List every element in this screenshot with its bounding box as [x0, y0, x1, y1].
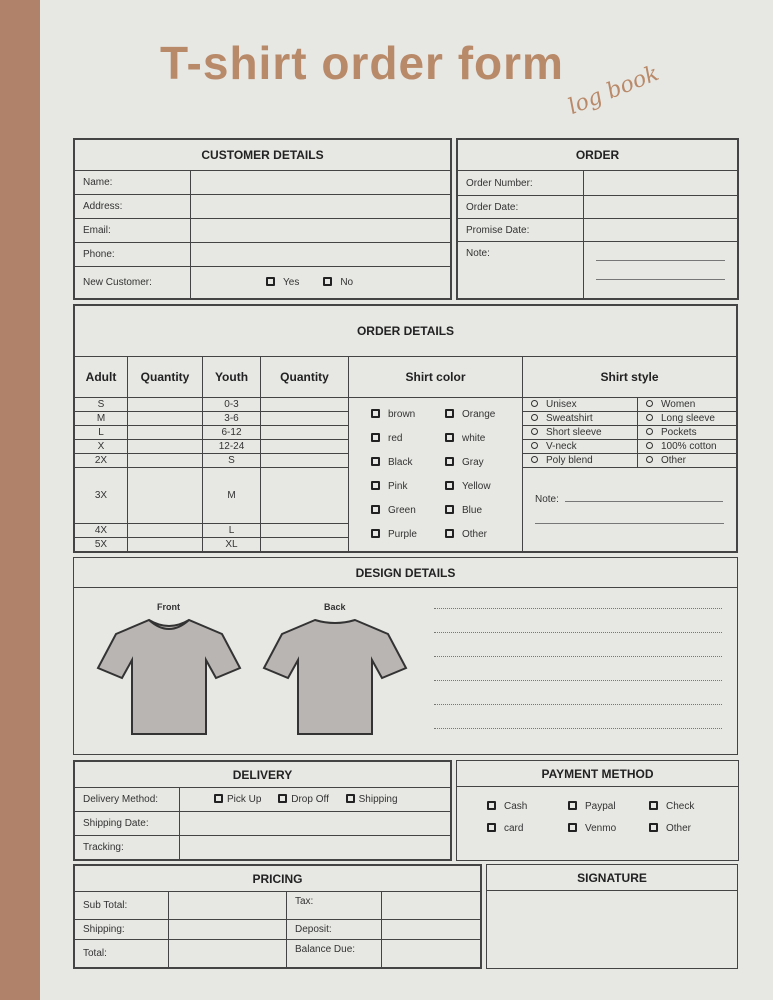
tshirt-back-icon: [260, 616, 410, 738]
radio-icon: [646, 428, 653, 435]
design-header: DESIGN DETAILS: [74, 558, 737, 588]
payment-option[interactable]: [487, 823, 568, 834]
style-label: 100% cotton: [661, 440, 717, 452]
style-option[interactable]: [523, 453, 638, 467]
payment-option[interactable]: [568, 801, 649, 812]
style-label: Other: [661, 454, 687, 466]
checkbox-icon: [214, 794, 223, 803]
payment-label: card: [504, 823, 524, 834]
col-youth: Youth: [203, 357, 261, 397]
checkbox-icon: [278, 794, 287, 803]
style-note[interactable]: [523, 467, 737, 551]
name-field[interactable]: [191, 171, 451, 195]
color-option[interactable]: [445, 481, 515, 492]
subtotal-field[interactable]: [169, 892, 287, 920]
page-title: T-shirt order form: [160, 37, 564, 89]
signature-header: SIGNATURE: [487, 865, 737, 891]
adult-size: S: [75, 397, 128, 411]
color-label: Green: [388, 504, 416, 516]
color-option[interactable]: [445, 457, 515, 468]
youth-quantity-field[interactable]: [261, 523, 349, 537]
radio-icon: [646, 442, 653, 449]
promise-date-field[interactable]: [584, 219, 738, 242]
payment-header: PAYMENT METHOD: [457, 761, 738, 787]
pickup-option[interactable]: [214, 794, 261, 805]
color-label: Other: [462, 528, 488, 540]
dropoff-label: Drop Off: [291, 794, 329, 805]
radio-icon: [531, 400, 538, 407]
adult-size: 3X: [75, 467, 128, 523]
signature-box: [486, 864, 738, 969]
shipping-label: Shipping: [358, 794, 398, 805]
color-label: brown: [388, 408, 416, 420]
style-label: V-neck: [546, 440, 577, 452]
color-label: red: [388, 432, 403, 444]
tax-field[interactable]: [382, 892, 481, 920]
color-option[interactable]: [445, 529, 515, 540]
checkbox-icon: [371, 481, 380, 490]
color-option[interactable]: [445, 505, 515, 516]
note-label: Note:: [458, 242, 584, 299]
radio-icon: [531, 428, 538, 435]
pickup-label: Pick Up: [227, 794, 262, 805]
style-option[interactable]: [638, 397, 737, 411]
youth-size: L: [203, 523, 261, 537]
payment-option[interactable]: [487, 801, 568, 812]
tracking-label: Tracking:: [75, 836, 180, 860]
checkbox-icon: [649, 823, 658, 832]
new-customer-label: New Customer:: [75, 267, 191, 299]
order-number-field[interactable]: [584, 171, 738, 196]
order-header: ORDER: [458, 140, 738, 171]
style-label: Women: [661, 398, 696, 410]
col-shirt-style: Shirt style: [523, 357, 737, 397]
payment-label: Other: [666, 823, 692, 834]
checkbox-icon: [445, 433, 454, 442]
shipping-cost-field[interactable]: [169, 919, 287, 940]
email-field[interactable]: [191, 219, 451, 243]
design-notes[interactable]: [434, 608, 722, 729]
adult-quantity-field[interactable]: [128, 537, 203, 551]
color-label: white: [462, 432, 486, 444]
checkbox-icon: [487, 801, 496, 810]
back-label: Back: [324, 602, 346, 612]
pricing-box: [73, 864, 482, 969]
tshirt-front-icon: [94, 616, 244, 738]
checkbox-icon: [568, 823, 577, 832]
balance-field[interactable]: [382, 940, 481, 968]
tax-label: Tax:: [287, 892, 382, 920]
order-date-label: Order Date:: [458, 196, 584, 219]
checkbox-icon: [649, 801, 658, 810]
youth-size: XL: [203, 537, 261, 551]
color-option[interactable]: [371, 529, 445, 540]
payment-option[interactable]: [649, 823, 730, 834]
adult-size: X: [75, 439, 128, 453]
adult-quantity-field[interactable]: [128, 453, 203, 467]
color-option[interactable]: [371, 433, 445, 444]
youth-quantity-field[interactable]: [261, 425, 349, 439]
style-label: Unisex: [546, 398, 577, 410]
adult-size: 4X: [75, 523, 128, 537]
email-label: Email:: [75, 219, 191, 243]
yes-option[interactable]: [266, 277, 299, 288]
checkbox-icon: [487, 823, 496, 832]
checkbox-icon: [445, 457, 454, 466]
deposit-field[interactable]: [382, 919, 481, 940]
col-quantity: Quantity: [128, 357, 203, 397]
color-option[interactable]: [371, 505, 445, 516]
total-field[interactable]: [169, 940, 287, 968]
adult-quantity-field[interactable]: [128, 425, 203, 439]
col-shirt-color: Shirt color: [349, 357, 523, 397]
style-label: Pockets: [661, 426, 697, 438]
adult-size: L: [75, 425, 128, 439]
youth-quantity-field[interactable]: [261, 397, 349, 411]
dropoff-option[interactable]: [278, 794, 329, 805]
address-field[interactable]: [191, 195, 451, 219]
checkbox-icon: [346, 794, 355, 803]
color-label: Blue: [462, 504, 483, 516]
style-label: Short sleeve: [546, 426, 602, 438]
shipping-date-field[interactable]: [180, 812, 451, 836]
style-option[interactable]: [638, 425, 737, 439]
checkbox-icon: [371, 457, 380, 466]
front-label: Front: [157, 602, 180, 612]
style-option[interactable]: [638, 439, 737, 453]
adult-size: 2X: [75, 453, 128, 467]
adult-size: M: [75, 411, 128, 425]
color-label: Yellow: [462, 480, 491, 492]
side-stripe: [0, 0, 40, 1000]
color-option[interactable]: [371, 457, 445, 468]
style-option[interactable]: [523, 439, 638, 453]
customer-details: [73, 138, 452, 300]
delivery-method-label: Delivery Method:: [75, 788, 180, 812]
deposit-label: Deposit:: [287, 919, 382, 940]
checkbox-icon: [445, 481, 454, 490]
style-option[interactable]: [638, 453, 737, 467]
pricing-header: PRICING: [75, 866, 481, 892]
no-option[interactable]: [323, 277, 353, 288]
radio-icon: [531, 414, 538, 421]
phone-field[interactable]: [191, 243, 451, 267]
style-option[interactable]: [523, 411, 638, 425]
youth-size: M: [203, 467, 261, 523]
youth-size: S: [203, 453, 261, 467]
youth-quantity-field[interactable]: [261, 453, 349, 467]
payment-label: Check: [666, 801, 695, 812]
color-option[interactable]: [445, 433, 515, 444]
checkbox-icon: [323, 277, 332, 286]
radio-icon: [646, 400, 653, 407]
order-details: [73, 304, 738, 553]
color-option[interactable]: [445, 409, 515, 420]
radio-icon: [646, 414, 653, 421]
delivery-box: [73, 760, 452, 861]
order-box: [456, 138, 739, 300]
style-option[interactable]: [523, 425, 638, 439]
youth-quantity-field[interactable]: [261, 467, 349, 523]
checkbox-icon: [371, 529, 380, 538]
youth-quantity-field[interactable]: [261, 411, 349, 425]
note-field[interactable]: [584, 242, 738, 299]
payment-label: Venmo: [585, 823, 617, 834]
style-label: Long sleeve: [661, 412, 715, 424]
color-option[interactable]: [371, 481, 445, 492]
shipping-date-label: Shipping Date:: [75, 812, 180, 836]
no-label: No: [340, 277, 354, 288]
style-option[interactable]: [523, 397, 638, 411]
delivery-header: DELIVERY: [75, 762, 451, 788]
checkbox-icon: [445, 505, 454, 514]
style-label: Poly blend: [546, 454, 593, 466]
checkbox-icon: [568, 801, 577, 810]
shipping-cost-label: Shipping:: [75, 919, 169, 940]
radio-icon: [646, 456, 653, 463]
order-details-header: ORDER DETAILS: [75, 306, 737, 357]
yes-label: Yes: [283, 277, 300, 288]
youth-size: 0-3: [203, 397, 261, 411]
shipping-option[interactable]: [346, 794, 398, 805]
adult-quantity-field[interactable]: [128, 467, 203, 523]
adult-quantity-field[interactable]: [128, 523, 203, 537]
youth-size: 12-24: [203, 439, 261, 453]
payment-option[interactable]: [649, 801, 730, 812]
checkbox-icon: [371, 409, 380, 418]
color-label: Black: [388, 456, 413, 468]
order-date-field[interactable]: [584, 196, 738, 219]
address-label: Address:: [75, 195, 191, 219]
checkbox-icon: [371, 433, 380, 442]
youth-quantity-field[interactable]: [261, 439, 349, 453]
payment-label: Cash: [504, 801, 528, 812]
total-label: Total:: [75, 940, 169, 968]
radio-icon: [531, 442, 538, 449]
adult-quantity-field[interactable]: [128, 397, 203, 411]
payment-label: Paypal: [585, 801, 616, 812]
subtotal-label: Sub Total:: [75, 892, 169, 920]
size-row: [75, 397, 737, 411]
style-option[interactable]: [638, 411, 737, 425]
balance-label: Balance Due:: [287, 940, 382, 968]
adult-quantity-field[interactable]: [128, 439, 203, 453]
youth-quantity-field[interactable]: [261, 537, 349, 551]
payment-option[interactable]: [568, 823, 649, 834]
signature-field[interactable]: [487, 891, 737, 967]
checkbox-icon: [371, 505, 380, 514]
checkbox-icon: [445, 409, 454, 418]
tracking-field[interactable]: [180, 836, 451, 860]
color-label: Orange: [462, 408, 496, 420]
youth-size: 6-12: [203, 425, 261, 439]
color-option[interactable]: [371, 409, 445, 420]
name-label: Name:: [75, 171, 191, 195]
phone-label: Phone:: [75, 243, 191, 267]
style-label: Sweatshirt: [546, 412, 593, 424]
checkbox-icon: [266, 277, 275, 286]
color-label: Gray: [462, 456, 484, 468]
payment-box: [456, 760, 739, 861]
promise-date-label: Promise Date:: [458, 219, 584, 242]
adult-size: 5X: [75, 537, 128, 551]
color-label: Purple: [388, 528, 417, 540]
col-quantity: Quantity: [261, 357, 349, 397]
style-note-label: Note:: [535, 494, 559, 506]
customer-header: CUSTOMER DETAILS: [75, 140, 451, 171]
design-details: [73, 557, 738, 755]
page-subtitle: log book: [564, 61, 663, 120]
color-label: Pink: [388, 480, 408, 492]
col-adult: Adult: [75, 357, 128, 397]
youth-size: 3-6: [203, 411, 261, 425]
order-number-label: Order Number:: [458, 171, 584, 196]
checkbox-icon: [445, 529, 454, 538]
adult-quantity-field[interactable]: [128, 411, 203, 425]
radio-icon: [531, 456, 538, 463]
